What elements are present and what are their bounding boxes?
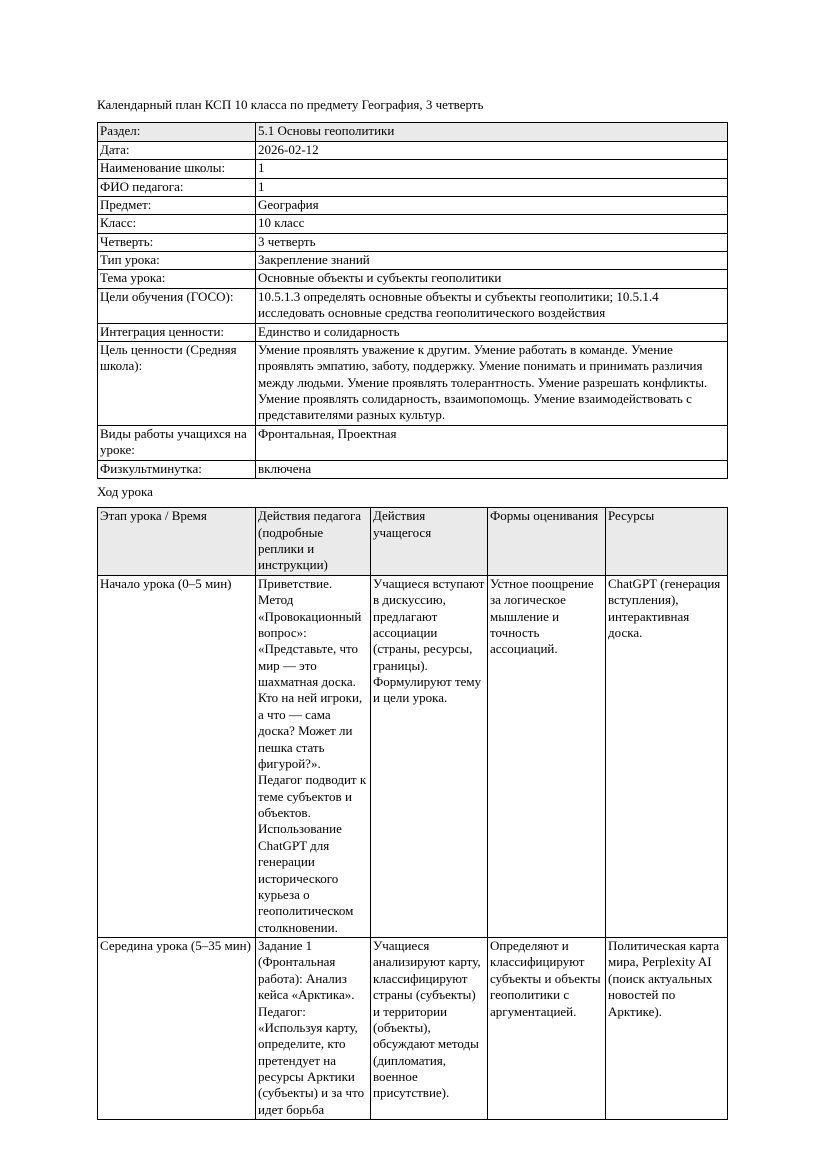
info-value: Основные объекты и субъекты геополитики	[256, 270, 728, 288]
table-row	[98, 938, 728, 1120]
table-row	[98, 575, 728, 937]
info-value: 1	[256, 178, 728, 196]
stage-cell: Середина урока (5–35 мин)	[98, 938, 256, 1120]
table-row	[98, 123, 728, 141]
column-header-teacher-actions: Действия педагога (подробные реплики и инструкции)	[256, 508, 371, 576]
table-row	[98, 460, 728, 478]
info-label: Дата:	[98, 141, 256, 159]
info-value: 1	[256, 160, 728, 178]
column-header-assessment: Формы оценивания	[488, 508, 606, 576]
info-label: Цели обучения (ГОСО):	[98, 288, 256, 323]
document-page	[97, 97, 727, 1120]
info-value: Закрепление знаний	[256, 252, 728, 270]
info-label: Предмет:	[98, 196, 256, 214]
resources-cell: Политическая карта мира, Perplexity AI (поиск актуальных новостей по Арктике).	[606, 938, 728, 1120]
assessment-cell: Определяют и классифицируют субъекты и объекты геополитики с аргументацией.	[488, 938, 606, 1120]
section-heading: Ход урока	[97, 483, 153, 499]
table-row	[98, 215, 728, 233]
table-row	[98, 233, 728, 251]
info-label: Физкультминутка:	[98, 460, 256, 478]
student-actions-cell: Учащиеся анализируют карту, классифицируют страны (субъекты) и территории (объекты), обсуждают методы (дипломатия, военное присутствие).	[371, 938, 488, 1120]
column-header-stage: Этап урока / Время	[98, 508, 256, 576]
table-row	[98, 323, 728, 341]
lesson-flow-table	[97, 507, 728, 1120]
info-value: Geография	[256, 196, 728, 214]
student-actions-cell: Учащиеся вступают в дискуссию, предлагают ассоциации (страны, ресурсы, границы). Формулируют тему и цели урока.	[371, 575, 488, 937]
table-row	[98, 288, 728, 323]
lesson-info-table	[97, 122, 728, 479]
info-value: 10 класс	[256, 215, 728, 233]
teacher-actions-cell: Задание 1 (Фронтальная работа): Анализ кейса «Арктика». Педагог: «Используя карту, определите, кто претендует на ресурсы Арктики (субъекты) и за что идет борьба	[256, 938, 371, 1120]
info-value: 5.1 Основы геополитики	[256, 123, 728, 141]
info-label: Четверть:	[98, 233, 256, 251]
document-title: Календарный план КСП 10 класса по предмету География, 3 четверть	[97, 97, 484, 112]
assessment-cell: Устное поощрение за логическое мышление и точность ассоциаций.	[488, 575, 606, 937]
info-value: 2026-02-12	[256, 141, 728, 159]
table-row	[98, 196, 728, 214]
column-header-resources: Ресурсы	[606, 508, 728, 576]
info-label: Наименование школы:	[98, 160, 256, 178]
info-value: Единство и солидарность	[256, 323, 728, 341]
table-row	[98, 425, 728, 460]
info-label: ФИО педагога:	[98, 178, 256, 196]
table-row	[98, 252, 728, 270]
table-row	[98, 160, 728, 178]
resources-cell: ChatGPT (генерация вступления), интерактивная доска.	[606, 575, 728, 937]
info-label: Тип урока:	[98, 252, 256, 270]
info-label: Тема урока:	[98, 270, 256, 288]
info-value: включена	[256, 460, 728, 478]
info-label: Виды работы учащихся на уроке:	[98, 425, 256, 460]
table-row	[98, 178, 728, 196]
info-label: Интеграция ценности:	[98, 323, 256, 341]
info-value: Умение проявлять уважение к другим. Умение работать в команде. Умение проявлять эмпатию, заботу, поддержку. Умение понимать и принимать различия между людьми. Умение проявлять толерантность. Умение разрешать конфликты. Умение проявлять солидарность, взаимопомощь. Умение взаимодействовать с представителями разных культур.	[256, 341, 728, 425]
info-label: Класс:	[98, 215, 256, 233]
info-value: 10.5.1.3 определять основные объекты и субъекты геополитики; 10.5.1.4 исследовать основные средства геополитического воздействия	[256, 288, 728, 323]
table-header-row	[98, 508, 728, 576]
table-row	[98, 141, 728, 159]
info-label: Раздел:	[98, 123, 256, 141]
table-row	[98, 341, 728, 425]
info-value: Фронтальная, Проектная	[256, 425, 728, 460]
stage-cell: Начало урока (0–5 мин)	[98, 575, 256, 937]
info-value: 3 четверть	[256, 233, 728, 251]
info-label: Цель ценности (Средняя школа):	[98, 341, 256, 425]
table-row	[98, 270, 728, 288]
teacher-actions-cell: Приветствие. Метод «Провокационный вопрос»: «Представьте, что мир — это шахматная доска. Кто на ней игроки, а что — сама доска? Может ли пешка стать фигурой?». Педагог подводит к теме субъектов и объектов. Использование ChatGPT для генерации исторического курьеза о геополитическом столкновении.	[256, 575, 371, 937]
column-header-student-actions: Действия учащегося	[371, 508, 488, 576]
